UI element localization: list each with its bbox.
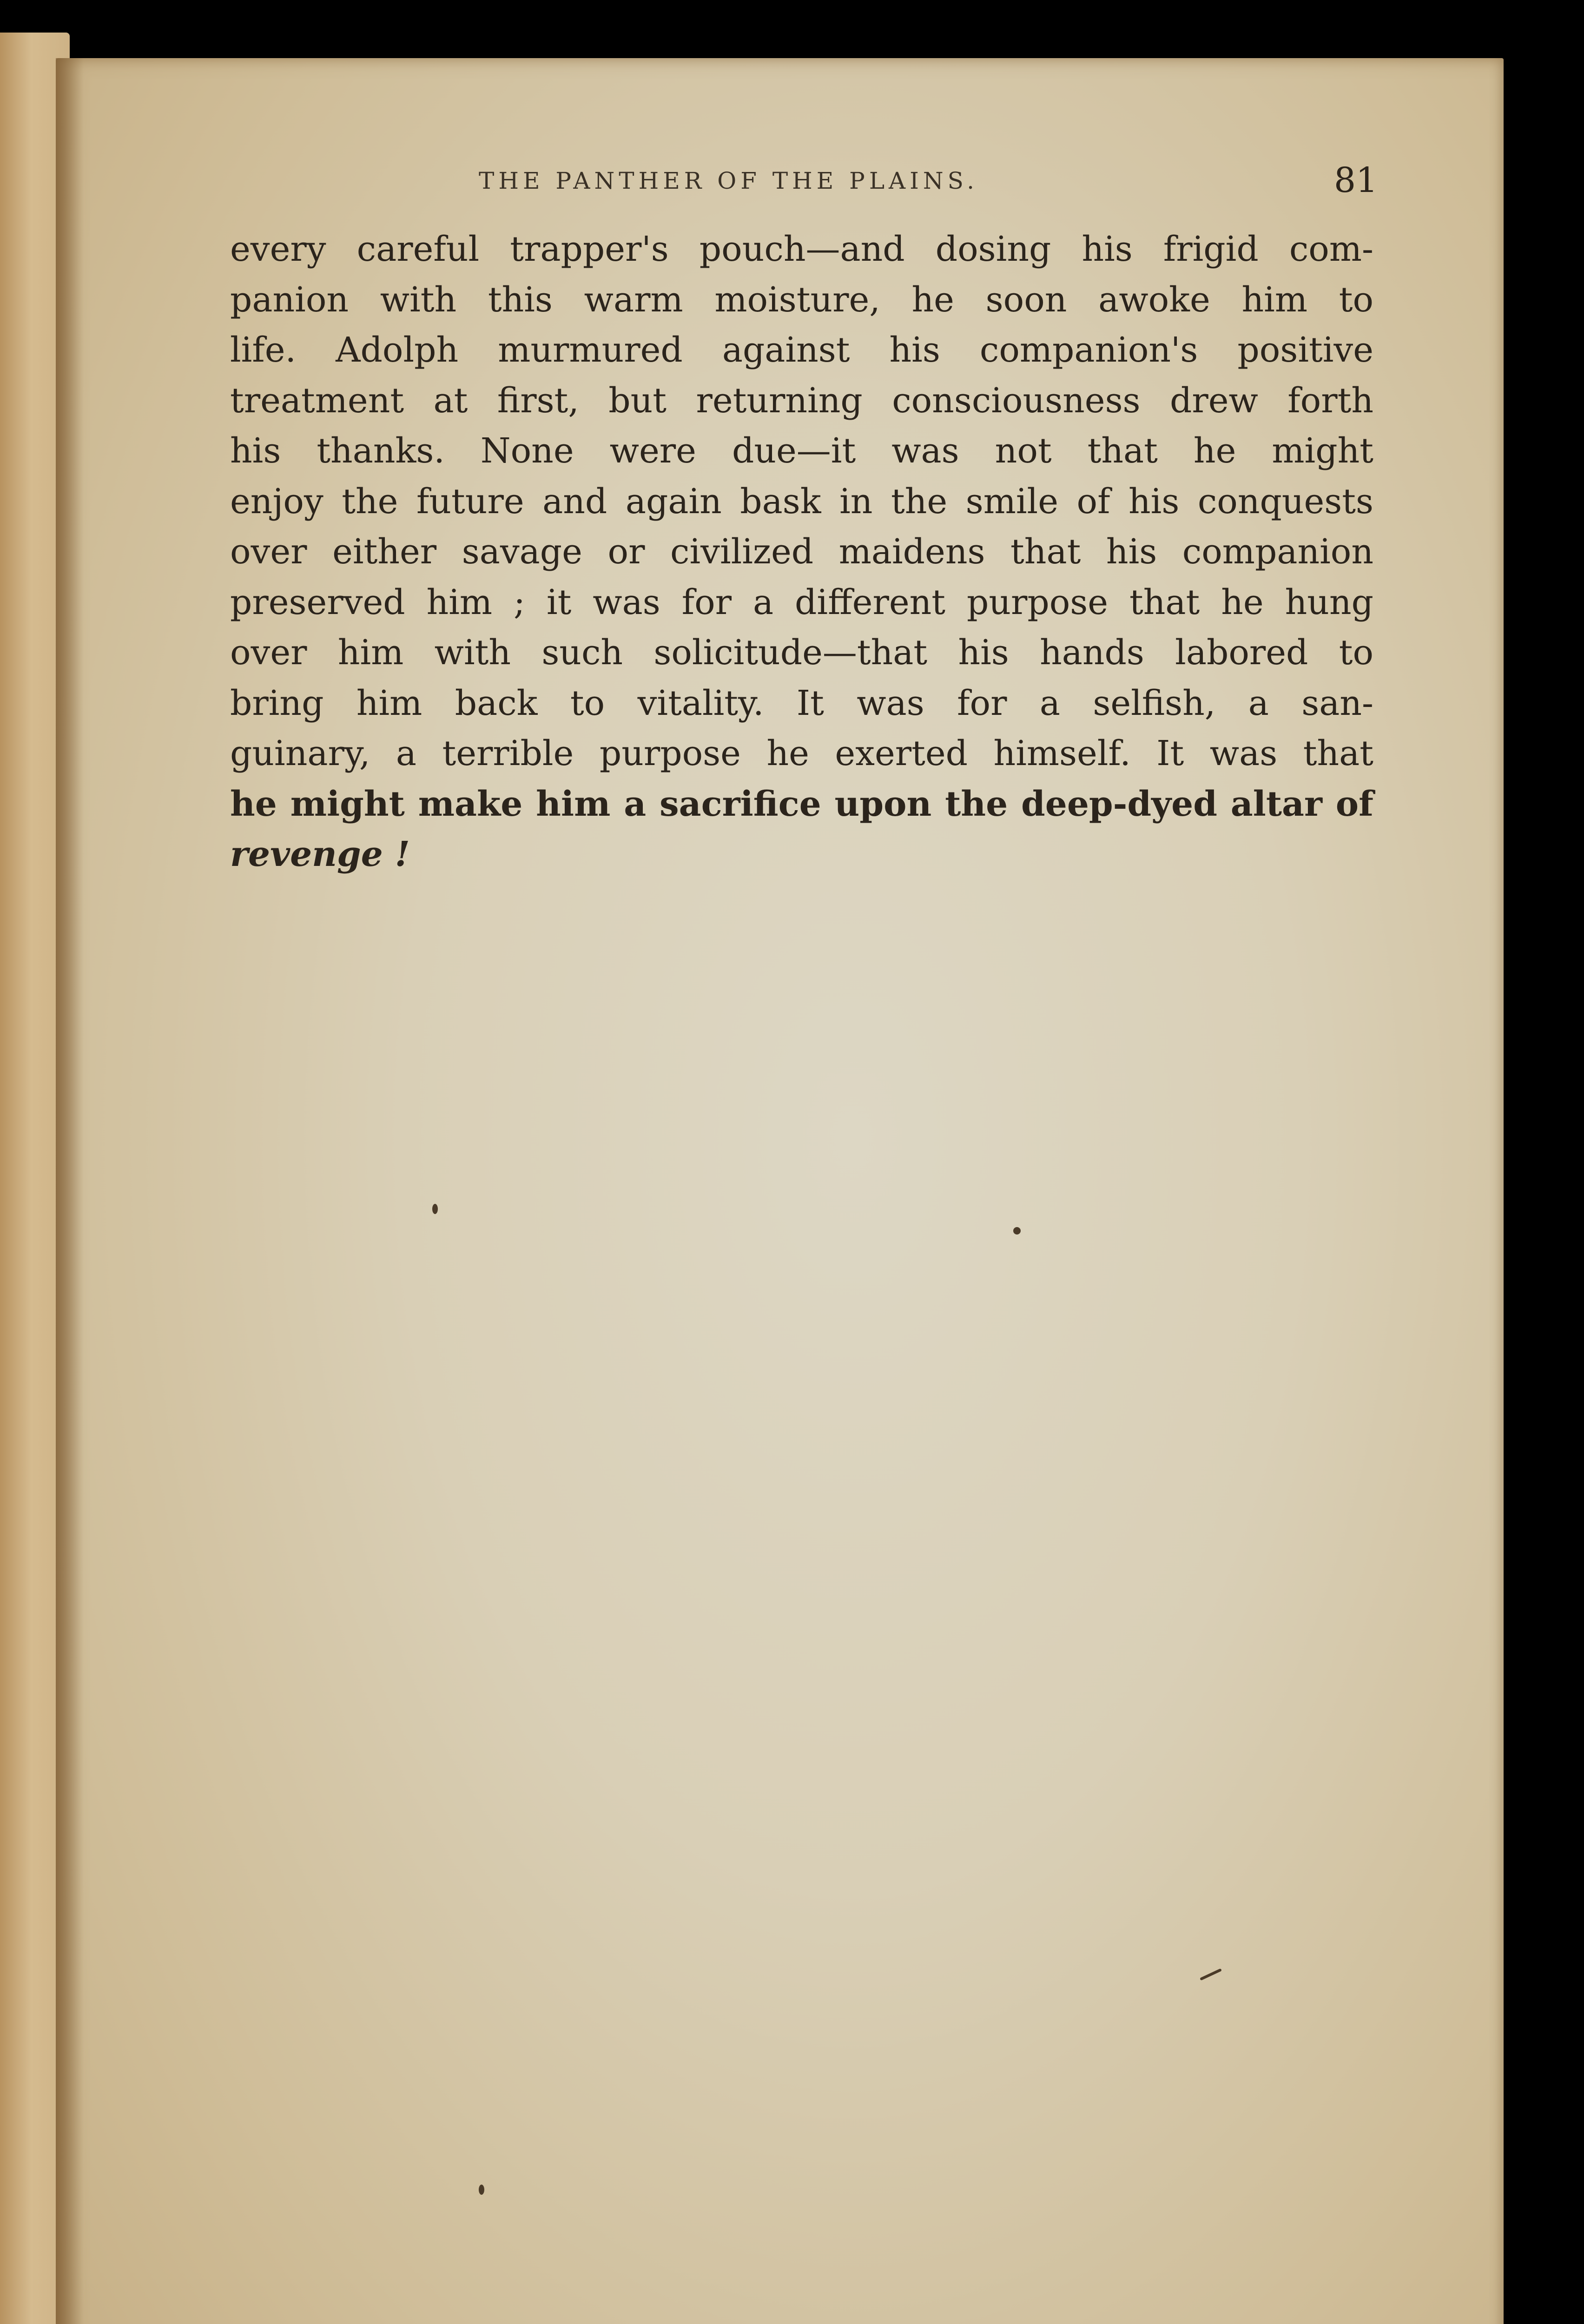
text-line: panion with this warm moisture, he soon awoke him to [230, 279, 1373, 320]
text-line: preserved him ; it was for a different purpose that he hung [230, 582, 1373, 622]
running-head: THE PANTHER OF THE PLAINS. [479, 167, 978, 194]
text-line: every careful trapper's pouch—and dosing his frigid com- [230, 229, 1373, 269]
spine-shadow [56, 58, 84, 2324]
paper-speck [479, 2185, 484, 2195]
page-number: 81 [1334, 160, 1378, 200]
text-line: bring him back to vitality. It was for a selfish, a san- [230, 683, 1373, 723]
text-line-final: revenge ! [230, 834, 410, 874]
paper-speck [432, 1204, 438, 1214]
text-line: his thanks. None were due—it was not that he might [230, 431, 1373, 471]
text-line: treatment at first, but returning consciousness drew forth [230, 380, 1373, 421]
text-line: guinary, a terrible purpose he exerted himself. It was that [230, 733, 1373, 773]
paper-speck [1013, 1227, 1021, 1235]
text-line: enjoy the future and again bask in the smile of his conquests [230, 481, 1373, 522]
text-line: he might make him a sacrifice upon the deep-dyed altar of [230, 784, 1373, 824]
text-line: over either savage or civilized maidens that his companion [230, 532, 1373, 572]
body-text [230, 224, 1373, 880]
text-line: life. Adolph murmured against his companion's positive [230, 330, 1373, 370]
text-line: over him with such solicitude—that his hands labored to [230, 633, 1373, 673]
